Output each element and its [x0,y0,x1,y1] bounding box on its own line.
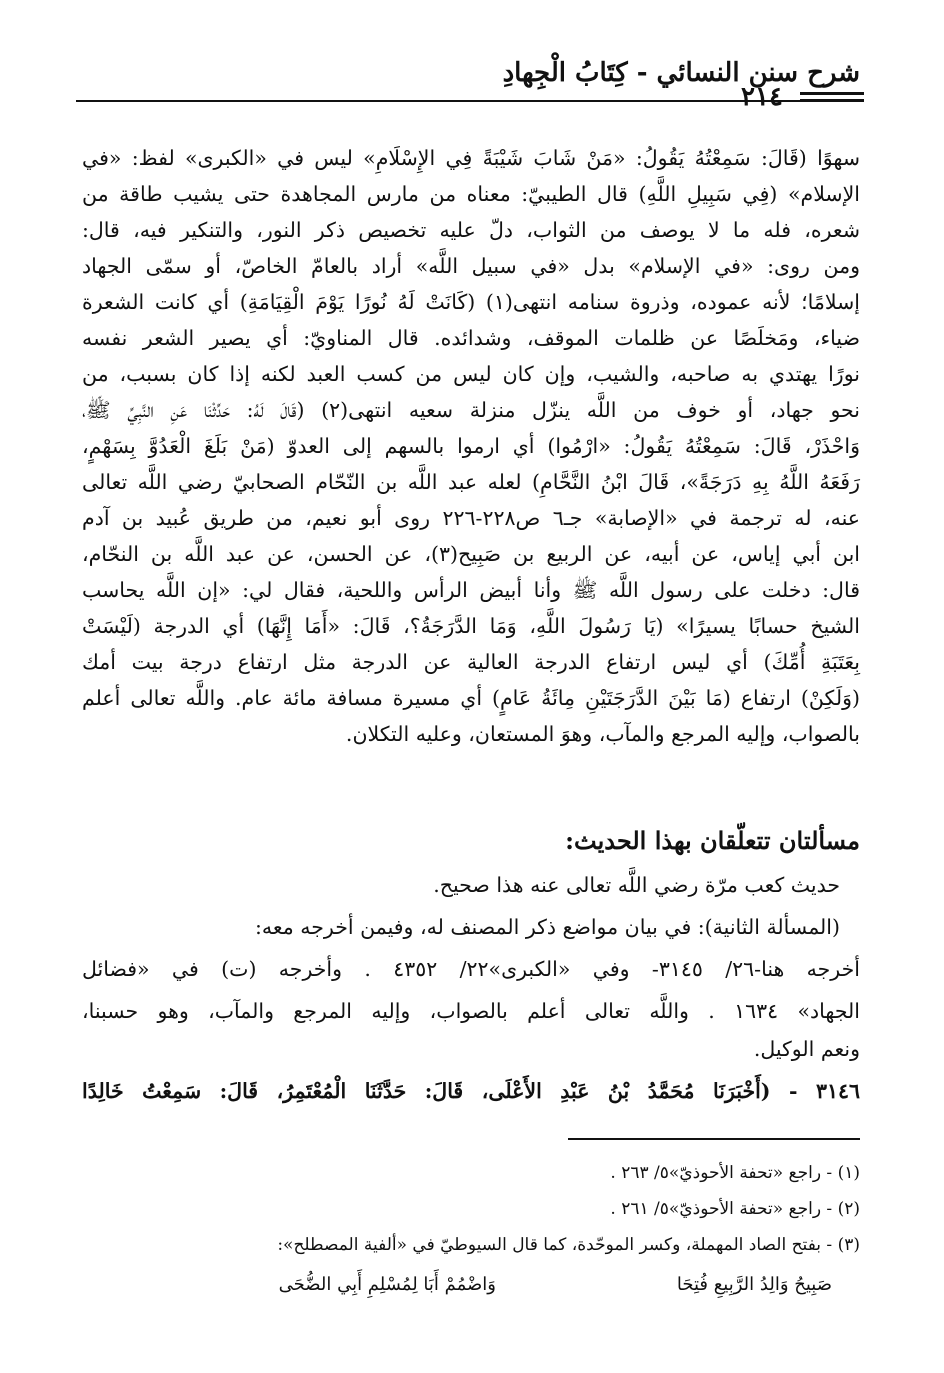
body-line: نحو جهاد، أو خوف من اللَّه ينزّل منزلة سعيه انتهى(٢) (قَالَ لَهُ: حَدِّثْنَا عَنِ النَّبِيِّ ﷺ، [82,398,860,422]
verse-second-hemistich: وَاضْمُمْ أَبَا لِمُسْلِمِ أَبِي الضُّحَى [278,1274,496,1295]
section-line: أخرجه هنا-٢٦/ ٣١٤٥- وفي «الكبرى»٢٢/ ٤٣٥٢ . وأخرجه (ت) في «فضائل [82,957,860,981]
body-line: إسلامًا؛ لأنه عموده، وذروة سنامه انتهى(١) (كَانَتْ لَهُ نُورًا يَوْمَ الْقِيَامَةِ) أي كانت الشعرة [82,290,860,314]
section-line: الجهاد» ١٦٣٤ . واللَّه تعالى أعلم بالصواب، وإليه المرجع والمآب، وهو حسبنا، [82,999,861,1023]
body-line: ومن روى: «في الإسلام» بدل «في سبيل اللَّه» أراد بالعامّ الخاصّ، أو سمّى الجهاد [82,254,860,278]
verse-first-hemistich: صَبِيحُ وَالِدُ الرَّبِيعِ فُتِحَا [676,1274,832,1295]
section-heading: مسألتان تتعلّقان بهذا الحديث: [565,826,860,855]
body-line: سهوًا (قَالَ: سَمِعْتُهُ يَقُولُ: «مَنْ شَابَ شَيْبَةً فِي الإِسْلَامِ» ليس في «الكبرى» لفظ: «في [82,146,860,170]
body-line: ضياء، ومَخلَصًا عن ظلمات الموقف، وشدائده. قال المناويّ: أي يصير الشعر نفسه [82,326,860,350]
footnote-2: (٢) - راجع «تحفة الأحوذيّ»٥/ ٢٦١ . [610,1199,860,1219]
body-line: نورًا يهتدي به صاحبه، والشيب، وإن كان ليس من كسب العبد لكنه إذا كان بسبب، من [82,362,860,386]
body-line: عنه، له ترجمة في «الإصابة» جـ٦ ص٢٢٨-٢٢٦ روى أبو نعيم، من طريق عُبيد بن آدم [82,506,860,530]
footnote-1: (١) - راجع «تحفة الأحوذيّ»٥/ ٢٦٣ . [610,1163,860,1183]
footnote-rule [568,1138,860,1140]
running-header-title: شرح سنن النسائي - كِتَابُ الْجِهادِ [502,58,860,88]
hadith-line: ٣١٤٦ - (أَخْبَرَنَا مُحَمَّدُ بْنُ عَبْدِ الأَعْلَى، قَالَ: حَدَّثَنَا الْمُعْتَمِرُ، قَالَ: سَمِعْتُ خَالِدًا [82,1079,860,1103]
footnote-3: (٣) - بفتح الصاد المهملة، وكسر الموحّدة، كما قال السيوطيّ في «ألفية المصطلح»: [277,1235,860,1255]
section-line: حديث كعب مرّة رضي اللَّه تعالى عنه هذا صحيح. [433,873,840,897]
body-line: رَفَعَهُ اللَّهُ بِهِ دَرَجَةً»، قَالَ ابْنُ النَّحَّامِ) لعله عبد اللَّه بن النّحّام الصحابيّ رضي اللَّه تعالى [82,470,860,494]
section-line: ونعم الوكيل. [753,1037,860,1061]
section-line: (المسألة الثانية): في بيان مواضع ذكر المصنف له، وفيمن أخرجه معه: [254,915,840,939]
header-ornament-bars [800,92,864,106]
page-number: ٢١٤ [741,82,783,112]
body-line: شعره، فله ما لا يوصف من الثواب، دلّ عليه تخصيص ذكر النور، والتنكير فيه، قال: [82,218,860,242]
body-line: ابن أبي إياس، عن أبيه، عن الربيع بن صَبِيح(٣)، عن الحسن، عن عبد اللَّه بن النحّام، [82,542,860,566]
body-line: بِعَتَبَةِ أُمِّكَ) أي ليس ارتفاع الدرجة العالية عن الدرجة مثل ارتفاع درجة بيت أمك [82,650,860,674]
body-line: بالصواب، وإليه المرجع والمآب، وهوَ المستعان، وعليه التكلان. [345,722,860,746]
body-line: الإسلام» (فِي سَبِيلِ اللَّهِ) قال الطيبيّ: معناه من مارس المجاهدة حتى يشيب طاقة من [82,182,860,206]
body-line: قال: دخلت على رسول اللَّه ﷺ وأنا أبيض الرأس واللحية، فقال لي: «إن اللَّه يحاسب [82,578,860,602]
body-line: (وَلَكِنْ) ارتفاع (مَا بَيْنَ الدَّرَجَتَيْنِ مِائَةُ عَامٍ) أي مسيرة مسافة مائة عام. واللَّه تعالى أعلم [82,686,860,710]
body-line: وَاحْذَرْ، قَالَ: سَمِعْتُهُ يَقُولُ: «ارْمُوا) أي ارموا بالسهم إلى العدوّ (مَنْ بَلَغَ الْعَدُوَّ بِسَهْمٍ، [82,434,860,458]
body-line: الشيخ حسابًا يسيرًا» (يَا رَسُولَ اللَّهِ، وَمَا الدَّرَجَةُ؟، قَالَ: «أَمَا إِنَّهَا) أي الدرجة (لَيْسَتْ [82,614,860,638]
